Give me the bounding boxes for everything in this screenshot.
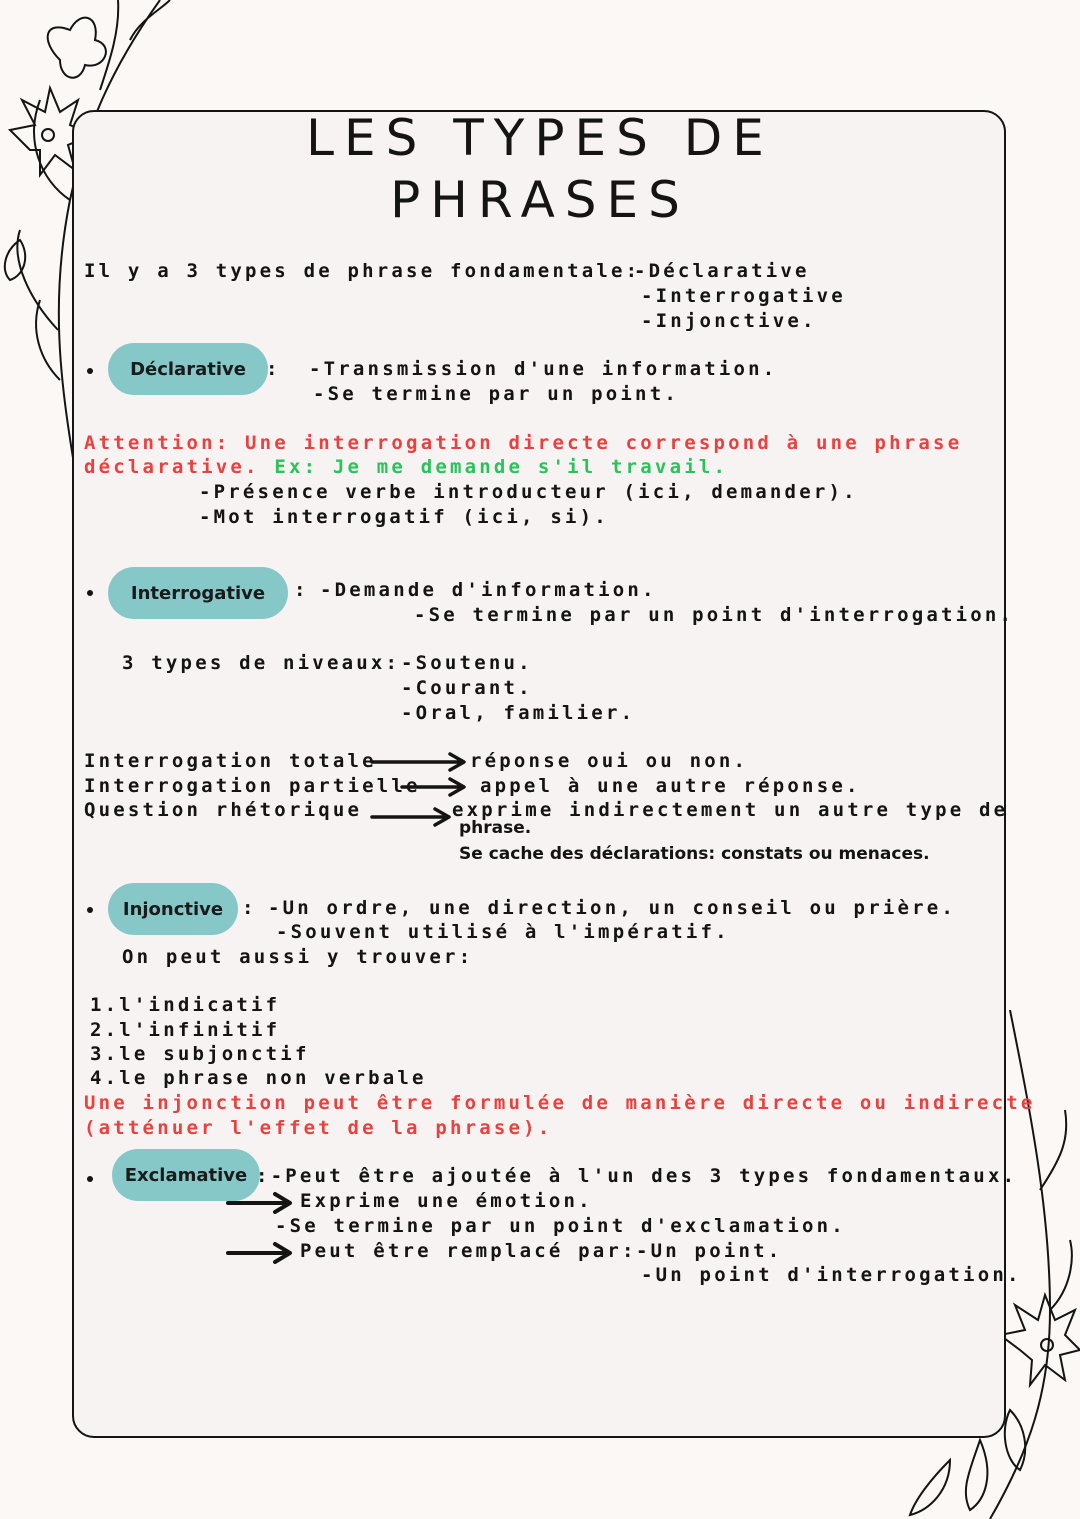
kind-rhetorique-desc: exprime indirectement un autre type de (452, 799, 1009, 821)
pill-exclamative: Exclamative (112, 1149, 260, 1201)
page-title-line2: PHRASES (390, 171, 690, 229)
bullet-injonctive (87, 907, 93, 913)
attention-example: Ex: Je me demande s'il travail. (274, 456, 729, 478)
arrow-right-icon (370, 752, 470, 772)
arrow-right-icon (370, 807, 455, 827)
injonctive-also: On peut aussi y trouver: (122, 946, 474, 968)
page-title-line1: LES TYPES DE (306, 109, 774, 167)
attention-line1: Attention: Une interrogation directe correspond à une phrase (84, 432, 963, 454)
rhetorique-note: Se cache des déclarations: constats ou menaces. (459, 844, 930, 864)
exclamative-replacement-2: -Un point d'interrogation. (641, 1264, 1022, 1286)
kind-partielle-name: Interrogation partielle (84, 775, 421, 797)
bullet-declarative (87, 368, 93, 374)
content-card (72, 110, 1009, 1438)
kind-partielle-desc: appel à une autre réponse. (480, 775, 861, 797)
injonctive-point-1: -Un ordre, une direction, un conseil ou prière. (268, 897, 957, 919)
page-title (0, 107, 1080, 231)
exclamative-replacement-1: -Un point. (636, 1240, 783, 1262)
bullet-interrogative (87, 590, 93, 596)
level-oral: -Oral, familier. (401, 702, 636, 724)
injonctive-list-item: 2.l'infinitif (90, 1019, 281, 1041)
injonctive-point-2: -Souvent utilisé à l'impératif. (276, 921, 730, 943)
pill-declarative: Déclarative (108, 343, 268, 395)
injonctive-list-item: 3.le subjonctif (90, 1043, 310, 1065)
pill-interrogative: Interrogative (108, 567, 288, 619)
attention-line2-red: déclarative. (84, 456, 260, 478)
exclamative-line1: :-Peut être ajoutée à l'un des 3 types fondamentaux. (256, 1165, 1018, 1187)
injonctive-note-1: Une injonction peut être formulée de manière directe ou indirecte (84, 1092, 1036, 1114)
interrogative-point-1: -Demande d'information. (320, 579, 657, 601)
kind-totale-name: Interrogation totale (84, 750, 377, 772)
declarative-point-1: -Transmission d'une information. (309, 358, 778, 380)
interrogative-point-2: -Se termine par un point d'interrogation. (414, 604, 1015, 626)
intro-text: Il y a 3 types de phrase fondamentale: (84, 260, 641, 282)
injonctive-list-item: 1.l'indicatif (90, 994, 281, 1016)
declarative-point-2: -Se termine par un point. (313, 383, 679, 405)
intro-type-injonctive: -Injonctive. (641, 310, 817, 332)
arrow-right-icon (400, 777, 470, 797)
exclamative-line3: -Se termine par un point d'exclamation. (275, 1215, 846, 1237)
attention-point-1: -Présence verbe introducteur (ici, demander). (199, 481, 858, 503)
bullet-exclamative (87, 1176, 93, 1182)
kind-rhetorique-name: Question rhétorique (84, 799, 363, 821)
attention-line2 (84, 456, 728, 478)
injonctive-list-item: 4.le phrase non verbale (90, 1067, 427, 1089)
attention-point-2: -Mot interrogatif (ici, si). (199, 506, 609, 528)
kind-totale-desc: réponse oui ou non. (470, 750, 749, 772)
exclamative-line4: Peut être remplacé par: (300, 1240, 637, 1262)
exclamative-line2: Exprime une émotion. (300, 1190, 593, 1212)
injonctive-note-2: (atténuer l'effet de la phrase). (84, 1117, 553, 1139)
intro-type-declarative: -Déclarative (634, 260, 810, 282)
arrow-right-icon (226, 1242, 296, 1264)
level-soutenu: -Soutenu. (401, 652, 533, 674)
rhetorique-continued: phrase. (459, 818, 532, 838)
declarative-colon: : (266, 358, 281, 380)
interrogative-colon: : (294, 579, 309, 601)
arrow-right-icon (226, 1192, 296, 1214)
intro-type-interrogative: -Interrogative (641, 285, 846, 307)
level-courant: -Courant. (401, 677, 533, 699)
pill-injonctive: Injonctive (108, 883, 238, 935)
levels-label: 3 types de niveaux: (122, 652, 401, 674)
injonctive-colon: : (242, 897, 257, 919)
